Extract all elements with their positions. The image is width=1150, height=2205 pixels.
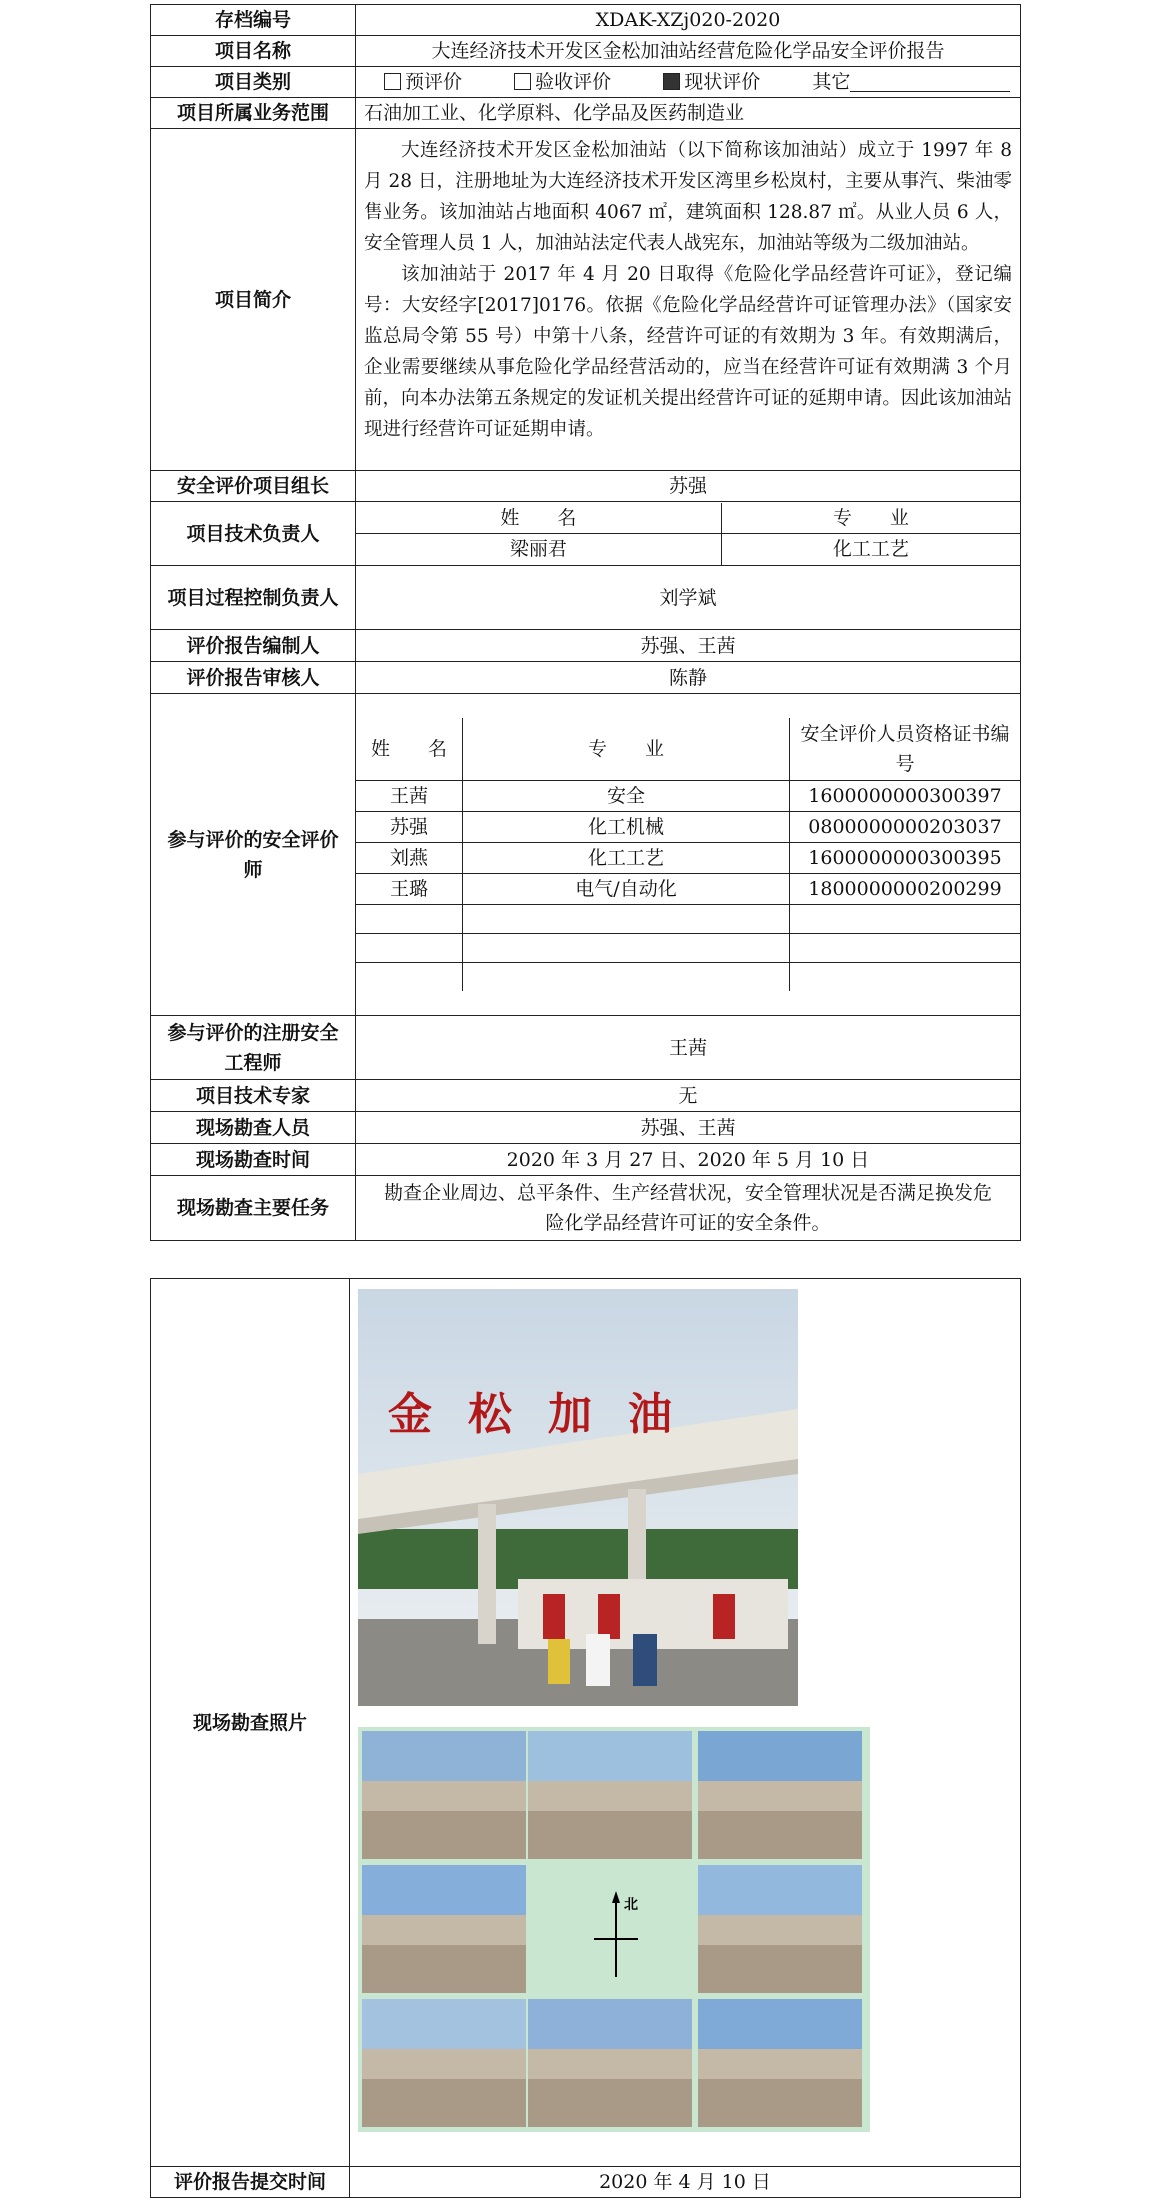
project-type-options bbox=[356, 67, 1021, 98]
project-name-value: 大连经济技术开发区金松加油站经营危险化学品安全评价报告 bbox=[356, 36, 1021, 67]
business-scope-value: 石油加工业、化学原料、化学品及医药制造业 bbox=[356, 98, 1021, 129]
project-name-label: 项目名称 bbox=[151, 36, 356, 67]
eval-cell-major: 电气/自动化 bbox=[463, 873, 790, 904]
option-acceptance-eval[interactable]: 验收评价 bbox=[514, 71, 611, 93]
eval-cell-name: 刘燕 bbox=[356, 842, 463, 873]
collage-photo bbox=[698, 1999, 862, 2127]
collage-photo bbox=[362, 1999, 526, 2127]
photos-label: 现场勘查照片 bbox=[151, 1279, 350, 2167]
checkbox-icon bbox=[514, 73, 531, 90]
eval-cell-name bbox=[356, 962, 463, 991]
submit-label: 评价报告提交时间 bbox=[151, 2167, 350, 2198]
tech-lead-table bbox=[356, 503, 1020, 565]
reviewer-value: 陈静 bbox=[356, 662, 1021, 694]
eval-cell-cert bbox=[790, 904, 1021, 933]
eval-cell-cert: 1600000000300397 bbox=[790, 780, 1021, 811]
engineer-label: 参与评价的注册安全工程师 bbox=[151, 1016, 356, 1080]
survey-task-label: 现场勘查主要任务 bbox=[151, 1176, 356, 1241]
eval-cell-major: 化工工艺 bbox=[463, 842, 790, 873]
eval-cell-cert: 0800000000203037 bbox=[790, 811, 1021, 842]
survey-task-value: 勘查企业周边、总平条件、生产经营状况，安全管理状况是否满足换发危险化学品经营许可证的安全条件。 bbox=[356, 1176, 1021, 1241]
business-scope-label: 项目所属业务范围 bbox=[151, 98, 356, 129]
survey-time-label: 现场勘查时间 bbox=[151, 1144, 356, 1176]
eval-cell-major bbox=[463, 933, 790, 962]
eval-header-name: 姓 名 bbox=[356, 718, 463, 780]
tech-lead-header-major: 专 业 bbox=[721, 503, 1020, 534]
table-row bbox=[356, 873, 1020, 904]
collage-photo bbox=[528, 1731, 692, 1859]
submit-value: 2020 年 4 月 10 日 bbox=[350, 2167, 1021, 2198]
table-row bbox=[356, 904, 1020, 933]
collage-photo bbox=[698, 1731, 862, 1859]
compiler-label: 评价报告编制人 bbox=[151, 630, 356, 662]
eval-cell-name: 王璐 bbox=[356, 873, 463, 904]
table-row bbox=[356, 811, 1020, 842]
table-row bbox=[356, 933, 1020, 962]
table-row bbox=[356, 780, 1020, 811]
reviewer-label: 评价报告审核人 bbox=[151, 662, 356, 694]
eval-cell-major: 安全 bbox=[463, 780, 790, 811]
collage-photo bbox=[362, 1865, 526, 1993]
svg-text:北: 北 bbox=[624, 1897, 638, 1913]
expert-label: 项目技术专家 bbox=[151, 1080, 356, 1112]
eval-header-major: 专 业 bbox=[463, 718, 790, 780]
eval-cell-cert: 1800000000200299 bbox=[790, 873, 1021, 904]
intro-label: 项目简介 bbox=[151, 129, 356, 471]
eval-cell-cert bbox=[790, 962, 1021, 991]
eval-cell-name: 苏强 bbox=[356, 811, 463, 842]
collage-photo bbox=[698, 1865, 862, 1993]
info-table bbox=[150, 4, 1021, 1241]
tech-lead-label: 项目技术负责人 bbox=[151, 502, 356, 566]
tech-lead-major: 化工工艺 bbox=[721, 534, 1020, 565]
option-status-eval[interactable]: 现状评价 bbox=[663, 71, 760, 93]
eval-cell-cert bbox=[790, 933, 1021, 962]
tech-lead-header-name: 姓 名 bbox=[356, 503, 721, 534]
intro-paragraph: 大连经济技术开发区金松加油站（以下简称该加油站）成立于 1997 年 8 月 28 日，注册地址为大连经济技术开发区湾里乡松岚村，主要从事汽、柴油零售业务。该加油站占地面积 4067 ㎡，建筑面积 128.87 ㎡。从业人员 6 人，安全管理人员 1 人，加油站法定代表人战宪东，加油站等级为二级加油站。 bbox=[364, 140, 1012, 254]
option-other: 其它 bbox=[812, 71, 851, 93]
archive-no-value: XDAK-XZj020-2020 bbox=[356, 5, 1021, 36]
collage-photo bbox=[362, 1731, 526, 1859]
collage-photo bbox=[528, 1999, 692, 2127]
checkbox-icon bbox=[384, 73, 401, 90]
eval-cell-major: 化工机械 bbox=[463, 811, 790, 842]
compiler-value: 苏强、王茜 bbox=[356, 630, 1021, 662]
option-pre-eval[interactable]: 预评价 bbox=[384, 71, 462, 93]
survey-staff-value: 苏强、王茜 bbox=[356, 1112, 1021, 1144]
survey-time-value: 2020 年 3 月 27 日、2020 年 5 月 10 日 bbox=[356, 1144, 1021, 1176]
eval-cell-name bbox=[356, 933, 463, 962]
eval-cell-name: 王茜 bbox=[356, 780, 463, 811]
intro-text bbox=[356, 129, 1021, 471]
photos-canvas bbox=[350, 1279, 1020, 2157]
process-lead-label: 项目过程控制负责人 bbox=[151, 566, 356, 630]
eval-cell-major bbox=[463, 904, 790, 933]
table-row bbox=[356, 842, 1020, 873]
intro-paragraph: 该加油站于 2017 年 4 月 20 日取得《危险化学品经营许可证》，登记编号：大安经字[2017]0176。依据《危险化学品经营许可证管理办法》（国家安监总局令第 55 号）中第十八条，经营许可证的有效期为 3 年。有效期满后，企业需要继续从事危险化学品经营活动的，应当在经营许可证有效期满 3 个月前，向本办法第五条规定的发证机关提出经营许可证的延期申请。因此该加油站现进行经营许可证延期申请。 bbox=[364, 264, 1012, 440]
leader-value: 苏强 bbox=[356, 471, 1021, 502]
eval-cell-cert: 1600000000300395 bbox=[790, 842, 1021, 873]
expert-value: 无 bbox=[356, 1080, 1021, 1112]
survey-staff-label: 现场勘查人员 bbox=[151, 1112, 356, 1144]
eval-cell-major bbox=[463, 962, 790, 991]
engineer-value: 王茜 bbox=[356, 1016, 1021, 1080]
process-lead-value: 刘学斌 bbox=[356, 566, 1021, 630]
tech-lead-name: 梁丽君 bbox=[356, 534, 721, 565]
project-type-label: 项目类别 bbox=[151, 67, 356, 98]
table-row bbox=[356, 962, 1020, 991]
site-collage bbox=[358, 1727, 870, 2132]
evaluators-table bbox=[356, 718, 1020, 991]
other-blank bbox=[850, 71, 1010, 92]
photo-table bbox=[150, 1278, 1021, 2198]
archive-no-label: 存档编号 bbox=[151, 5, 356, 36]
eval-cell-name bbox=[356, 904, 463, 933]
eval-header-cert: 安全评价人员资格证书编号 bbox=[790, 718, 1021, 780]
checkbox-checked-icon bbox=[663, 73, 680, 90]
svg-text:金松加油: 金松加油 bbox=[388, 1389, 708, 1440]
evaluators-label: 参与评价的安全评价师 bbox=[151, 694, 356, 1016]
leader-label: 安全评价项目组长 bbox=[151, 471, 356, 502]
gas-station-photo bbox=[358, 1289, 798, 1706]
